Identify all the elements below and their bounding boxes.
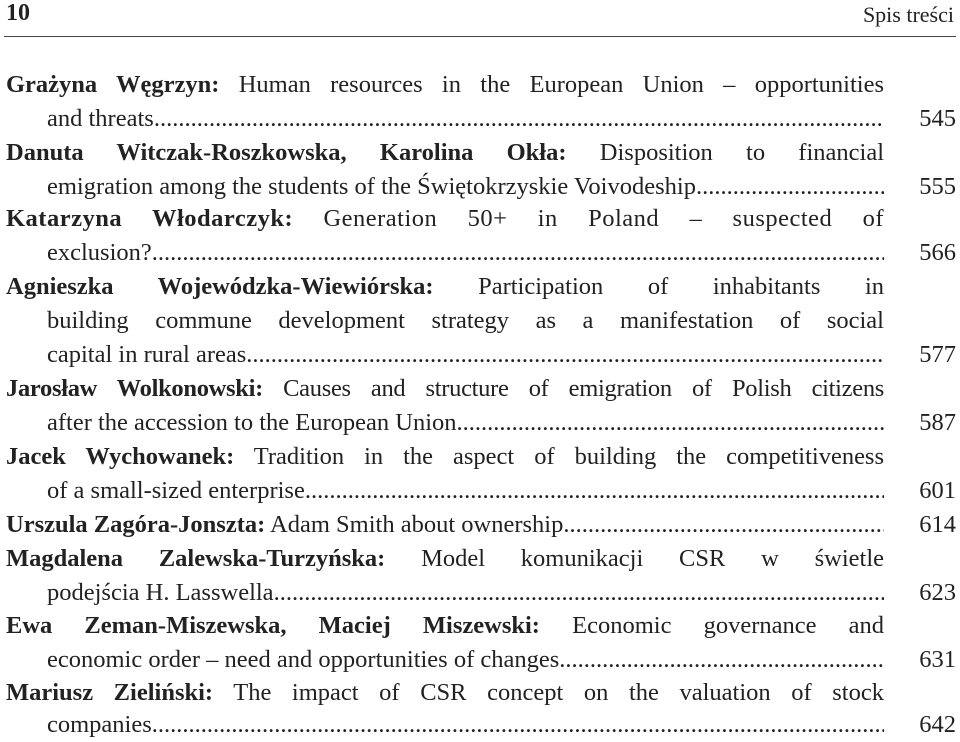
toc-entry-last-line	[47, 576, 884, 610]
page-number: 10	[6, 0, 30, 26]
toc-entry-last-line	[47, 236, 884, 270]
toc-entry-last-line	[47, 708, 884, 742]
toc-entry-author: Magdalena Zalewska-Turzyńska:	[6, 545, 386, 572]
toc-entry-first-line	[6, 440, 884, 474]
leader-dots	[246, 338, 884, 372]
toc-entry-title: Generation 50+ in Poland – suspected of	[323, 205, 885, 232]
toc-entry-page: 566	[919, 239, 956, 266]
toc-entry-page: 631	[919, 646, 956, 673]
toc-entry-title-wrap	[6, 508, 563, 542]
toc-entry-title-end: Adam Smith about ownership	[270, 511, 564, 538]
toc-entry-first-line	[6, 202, 884, 236]
leader-dots	[152, 236, 884, 270]
toc-entry-page: 577	[919, 341, 956, 368]
page-header	[4, 0, 956, 37]
toc-entry-page: 623	[919, 579, 956, 606]
toc-entry-author: Agnieszka Wojewódzka-Wiewiórska:	[6, 273, 434, 300]
toc-entry-title: Tradition in the aspect of building the competitiveness	[253, 443, 885, 470]
leader-dots	[563, 508, 884, 542]
toc-entry-first-line	[6, 270, 884, 304]
toc-entry-title-end: emigration among the students of the Świętokrzyskie Voivodeship	[47, 173, 696, 200]
toc-entry-middle-line	[47, 304, 884, 338]
toc-entry-title-end: companies	[47, 711, 152, 738]
toc-entry-page: 587	[919, 409, 956, 436]
toc-entry-title-end: economic order – need and opportunities of changes	[47, 646, 560, 673]
toc-entry-author: Jacek Wychowanek:	[6, 443, 235, 470]
leader-dots	[696, 170, 884, 204]
toc-entry-title-cont: building commune development strategy as a manifestation of social	[47, 307, 884, 334]
toc-entry-first-line	[6, 68, 884, 102]
toc-entry-title: Human resources in the European Union – opportunities	[238, 71, 885, 98]
toc-entry-author: Grażyna Węgrzyn:	[6, 71, 220, 98]
toc-entry-last-line	[47, 643, 884, 677]
toc-entry-first-line	[6, 542, 884, 576]
toc-entry-author: Ewa Zeman-Miszewska, Maciej Miszewski:	[6, 612, 540, 639]
toc-entry-first-line	[6, 372, 884, 406]
running-head: Spis treści	[862, 2, 954, 27]
toc-entry-last-line	[47, 338, 884, 372]
toc-entry-last-line	[6, 508, 884, 542]
toc-entry-page: 555	[919, 173, 956, 200]
toc-entry-author: Katarzyna Włodarczyk:	[6, 205, 294, 232]
toc-entry-author: Jarosław Wolkonowski:	[6, 375, 263, 402]
toc-entry-title: Economic governance and	[572, 612, 885, 639]
toc-entry-page: 545	[919, 105, 956, 132]
toc-entry-title-end: capital in rural areas	[47, 341, 247, 368]
toc-entry-title: Participation of inhabitants in	[478, 273, 884, 300]
toc-entry-author: Urszula Zagóra-Jonszta:	[6, 511, 266, 538]
toc-entry-first-line	[6, 609, 884, 643]
toc-entry-title: Causes and structure of emigration of Polish citizens	[283, 375, 885, 402]
toc-entry-author: Mariusz Zieliński:	[6, 679, 214, 706]
toc-entry-title-end: podejścia H. Lasswella	[47, 579, 274, 606]
leader-dots	[274, 576, 884, 610]
leader-dots	[559, 643, 884, 677]
leader-dots	[154, 102, 884, 136]
toc-entry-title: Disposition to financial	[599, 139, 885, 166]
toc-entry-page: 601	[919, 477, 956, 504]
leader-dots	[305, 474, 884, 508]
toc-entry-last-line	[47, 170, 884, 204]
toc-entry-page: 614	[919, 511, 956, 538]
toc-entry-author: Danuta Witczak-Roszkowska, Karolina Okła:	[6, 139, 567, 166]
toc-entry-title-end: and threats	[47, 105, 154, 132]
leader-dots	[152, 708, 884, 742]
toc-entry-first-line	[6, 676, 884, 710]
toc-entry-title: Model komunikacji CSR w świetle	[421, 545, 884, 572]
toc-entry-last-line	[47, 406, 884, 440]
toc-entry-last-line	[47, 102, 884, 136]
toc-entry-title: The impact of CSR concept on the valuation of stock	[233, 679, 884, 706]
toc-entry-page: 642	[919, 711, 956, 738]
toc-entry-last-line	[47, 474, 884, 508]
toc-entry-first-line	[6, 136, 884, 170]
toc-entry-title-end: of a small-sized enterprise	[47, 477, 305, 504]
toc-entry-title-end: after the accession to the European Union	[47, 409, 457, 436]
leader-dots	[457, 406, 884, 440]
toc-entry-title-end: exclusion?	[47, 239, 152, 266]
